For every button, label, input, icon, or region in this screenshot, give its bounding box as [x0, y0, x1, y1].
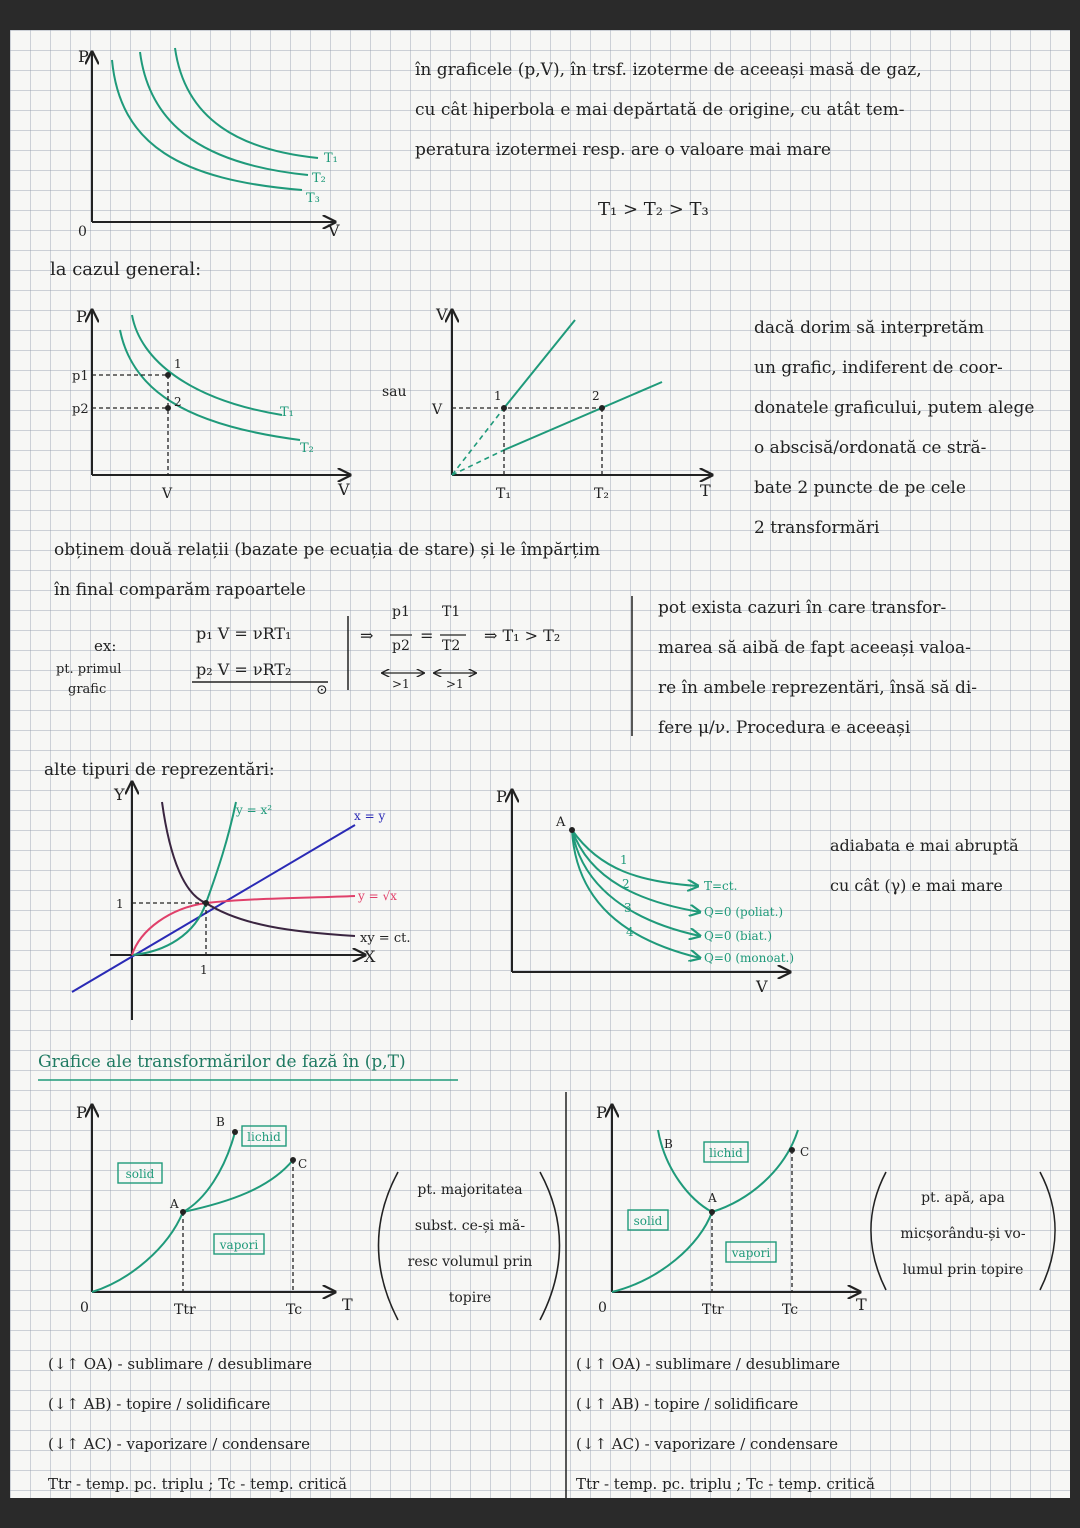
curve-label-t2: T₂: [312, 171, 326, 186]
isotherm-t1: [132, 315, 282, 415]
label-a: A: [170, 1197, 179, 1211]
vt-graph: [431, 305, 712, 502]
intro-line: în graficele (p,V), în trsf. izoterme de aceeași masă de gaz,: [415, 60, 922, 80]
division-symbol: ⊙: [316, 682, 328, 698]
phase-diagram-normal: [76, 1103, 353, 1318]
curve-label-t1: T₁: [324, 151, 338, 166]
note-line: pt. apă, apa: [921, 1190, 1005, 1206]
isotherm-t2: [140, 52, 308, 175]
label-vapor: vapori: [219, 1238, 259, 1252]
paren-line: pt. primul: [56, 662, 122, 677]
label-c: C: [800, 1145, 810, 1159]
intersection-point: [203, 900, 209, 906]
note-line: în final comparăm rapoartele: [54, 580, 306, 600]
point-a: [569, 827, 575, 833]
note-line: lumul prin topire: [902, 1262, 1024, 1278]
intro-line: cu cât hiperbola e mai depărtată de origine, cu atât tem-: [415, 100, 905, 120]
axis-label-p: P: [76, 307, 87, 326]
phase-diagram-water: [596, 1103, 867, 1318]
axis-label-p: P: [496, 787, 507, 806]
axis-label-v: V: [328, 221, 340, 240]
phase-section-title: Grafice ale transformărilor de fază în (p,T): [38, 1052, 406, 1072]
legend-line: (↓↑ OA) - sublimare / desublimare: [48, 1355, 312, 1373]
result-relation: ⇒ T₁ > T₂: [484, 626, 561, 645]
note-line: subst. ce-și mă-: [414, 1218, 526, 1234]
axis-label-y: Y: [114, 785, 125, 804]
label-2: 2: [592, 389, 600, 403]
axis-label-v: V: [338, 480, 350, 499]
note-line: fere μ/ν. Procedura e aceeași: [658, 718, 911, 738]
paren-left: [379, 1172, 399, 1320]
interpretation-note: [754, 308, 1054, 548]
legend-line: Ttr - temp. pc. triplu ; Tc - temp. critică: [48, 1475, 347, 1493]
isobar-1: [504, 320, 575, 408]
triple-point: [709, 1209, 715, 1215]
label-b: B: [664, 1137, 673, 1151]
legend-line: (↓↑ OA) - sublimare / desublimare: [576, 1355, 840, 1373]
intro-line: peratura izotermei resp. are o valoare mai mare: [415, 140, 831, 160]
curve-num-2: 2: [622, 877, 630, 891]
gt-one-right: >1: [446, 677, 464, 691]
example-paren: [56, 660, 121, 700]
label-1: 1: [174, 357, 182, 371]
tick-ttr: Ttr: [702, 1302, 724, 1318]
note-line: o abscisă/ordonată ce stră-: [754, 438, 987, 458]
curve-label-t1: T₁: [280, 405, 294, 420]
label-a: A: [708, 1191, 717, 1205]
paren-right: [1040, 1172, 1055, 1290]
isotherm-t2: [120, 330, 300, 440]
equation-1: p₁ V = νRT₁: [196, 624, 292, 643]
label-x-squared: y = x²: [236, 803, 273, 817]
legend-line: (↓↑ AB) - topire / solidificare: [48, 1395, 271, 1413]
label-a: A: [556, 815, 566, 830]
label-b: B: [216, 1115, 225, 1129]
other-representations-label: alte tipuri de reprezentări:: [44, 760, 275, 780]
label-sqrt: y = √x: [358, 889, 397, 903]
fraction-den-right: T2: [442, 638, 461, 654]
origin-label: 0: [78, 224, 87, 240]
label-solid: solid: [125, 1167, 155, 1181]
equation-2: p₂ V = νRT₂: [196, 660, 292, 679]
adiabat-biat: [572, 830, 700, 936]
tick-v: V: [162, 486, 173, 502]
point-b: [232, 1129, 238, 1135]
legend-line: Ttr - temp. pc. triplu ; Tc - temp. critică: [576, 1475, 875, 1493]
tick-ttr: Ttr: [174, 1302, 196, 1318]
adiabats-graph: [496, 787, 794, 996]
note-line: cu cât (γ) e mai mare: [830, 876, 1003, 895]
legend-line: (↓↑ AC) - vaporizare / condensare: [48, 1435, 310, 1453]
axis-label-t: T: [856, 1295, 867, 1314]
label-vapor: vapori: [731, 1246, 771, 1260]
point-2: [165, 405, 171, 411]
tick-x1: 1: [200, 963, 208, 977]
fraction-num-right: T1: [442, 604, 461, 620]
origin-label: 0: [80, 1300, 89, 1316]
label-biat: Q=0 (biat.): [704, 929, 773, 943]
note-line: adiabata e mai abruptă: [830, 836, 1019, 855]
point-1: [501, 405, 507, 411]
legend-right: [576, 1344, 1056, 1504]
label-liquid: lichid: [247, 1130, 281, 1144]
axis-label-t: T: [342, 1295, 353, 1314]
paren-right: [540, 1172, 560, 1320]
axis-label-p: P: [596, 1103, 607, 1122]
fraction-den-left: p2: [392, 638, 410, 654]
label-monoat: Q=0 (monoat.): [704, 951, 795, 965]
tick-t1: T₁: [496, 486, 511, 502]
extrapolation-2: [452, 450, 504, 475]
note-line: resc volumul prin: [407, 1254, 533, 1270]
triple-point: [180, 1209, 186, 1215]
notebook-page: [10, 30, 1070, 1498]
tick-tc: Tc: [782, 1302, 799, 1318]
extrapolation-1: [452, 408, 504, 475]
normal-substance-note: [400, 1172, 540, 1316]
axis-label-x: X: [364, 947, 376, 966]
note-line: topire: [448, 1290, 492, 1306]
note-line: donatele graficului, putem alege: [754, 398, 1035, 418]
note-line: obținem două relații (bazate pe ecuația de stare) și le împărțim: [54, 540, 601, 560]
intro-note: [415, 50, 1035, 170]
curve-num-4: 4: [626, 925, 634, 939]
fraction-num-left: p1: [392, 604, 410, 620]
curve-num-3: 3: [624, 901, 632, 915]
adiabat-poliat: [572, 830, 700, 912]
note-line: pot exista cazuri în care transfor-: [658, 598, 947, 618]
note-line: dacă dorim să interpretăm: [754, 318, 985, 338]
critical-point: [789, 1147, 795, 1153]
label-poliat: Q=0 (poliat.): [704, 905, 784, 919]
general-pv-graph: [72, 307, 350, 502]
axis-label-v: V: [436, 305, 448, 324]
axis-label-t: T: [700, 481, 711, 500]
label-1: 1: [494, 389, 502, 403]
paren-left: [871, 1172, 886, 1290]
temperature-relation: T₁ > T₂ > T₃: [598, 199, 709, 220]
cases-note: [658, 588, 1058, 748]
curve-ac: [183, 1160, 293, 1212]
label-liquid: lichid: [709, 1146, 743, 1160]
point-2: [599, 405, 605, 411]
axis-label-p: P: [78, 47, 89, 66]
note-line: un grafic, indiferent de coor-: [754, 358, 1003, 378]
tick-t2: T₂: [594, 486, 609, 502]
curve-x-squared: [132, 802, 236, 955]
label-2: 2: [174, 395, 182, 409]
legend-line: (↓↑ AC) - vaporizare / condensare: [576, 1435, 838, 1453]
label-isotherm: T=ct.: [704, 879, 738, 893]
axis-label-v: V: [756, 977, 768, 996]
label-x-eq-y: x = y: [354, 809, 386, 823]
label-solid: solid: [633, 1214, 663, 1228]
isobar-2: [504, 382, 662, 450]
curve-num-1: 1: [620, 853, 628, 867]
curve-hyperbola: [162, 802, 355, 936]
point-1: [165, 372, 171, 378]
label-c: C: [298, 1157, 308, 1171]
functions-graph: [72, 782, 410, 1020]
tick-p1: p1: [72, 369, 89, 384]
curve-label-t3: T₃: [306, 191, 320, 206]
implies-symbol: ⇒: [360, 626, 374, 645]
or-label: sau: [382, 384, 407, 400]
label-hyperbola: xy = ct.: [360, 931, 411, 946]
tick-tc: Tc: [286, 1302, 303, 1318]
example-label: ex:: [94, 637, 117, 655]
origin-label: 0: [598, 1300, 607, 1316]
legend-left: [48, 1344, 558, 1504]
tick-v: V: [432, 402, 443, 418]
water-note: [886, 1180, 1040, 1288]
adiabat-note: [830, 826, 1060, 906]
axis-label-p: P: [76, 1103, 87, 1122]
legend-line: (↓↑ AB) - topire / solidificare: [576, 1395, 799, 1413]
curve-label-t2: T₂: [300, 441, 314, 456]
isotherm: [572, 830, 698, 886]
note-line: marea să aibă de fapt aceeași valoa-: [658, 638, 971, 658]
note-line: pt. majoritatea: [417, 1182, 523, 1198]
paren-line: grafic: [68, 682, 107, 697]
note-line: re în ambele reprezentări, însă să di-: [658, 678, 978, 698]
gt-one-left: >1: [392, 677, 410, 691]
general-case-label: la cazul general:: [50, 259, 202, 280]
note-line: bate 2 puncte de pe cele: [754, 478, 966, 498]
curve-oa: [92, 1212, 183, 1292]
critical-point: [290, 1157, 296, 1163]
tick-y1: 1: [116, 897, 124, 911]
note-line: 2 transformări: [754, 518, 880, 538]
equals-symbol: =: [420, 626, 434, 645]
note-line: micșorându-și vo-: [900, 1226, 1026, 1242]
isotherms-graph: [78, 47, 340, 240]
tick-p2: p2: [72, 402, 89, 417]
